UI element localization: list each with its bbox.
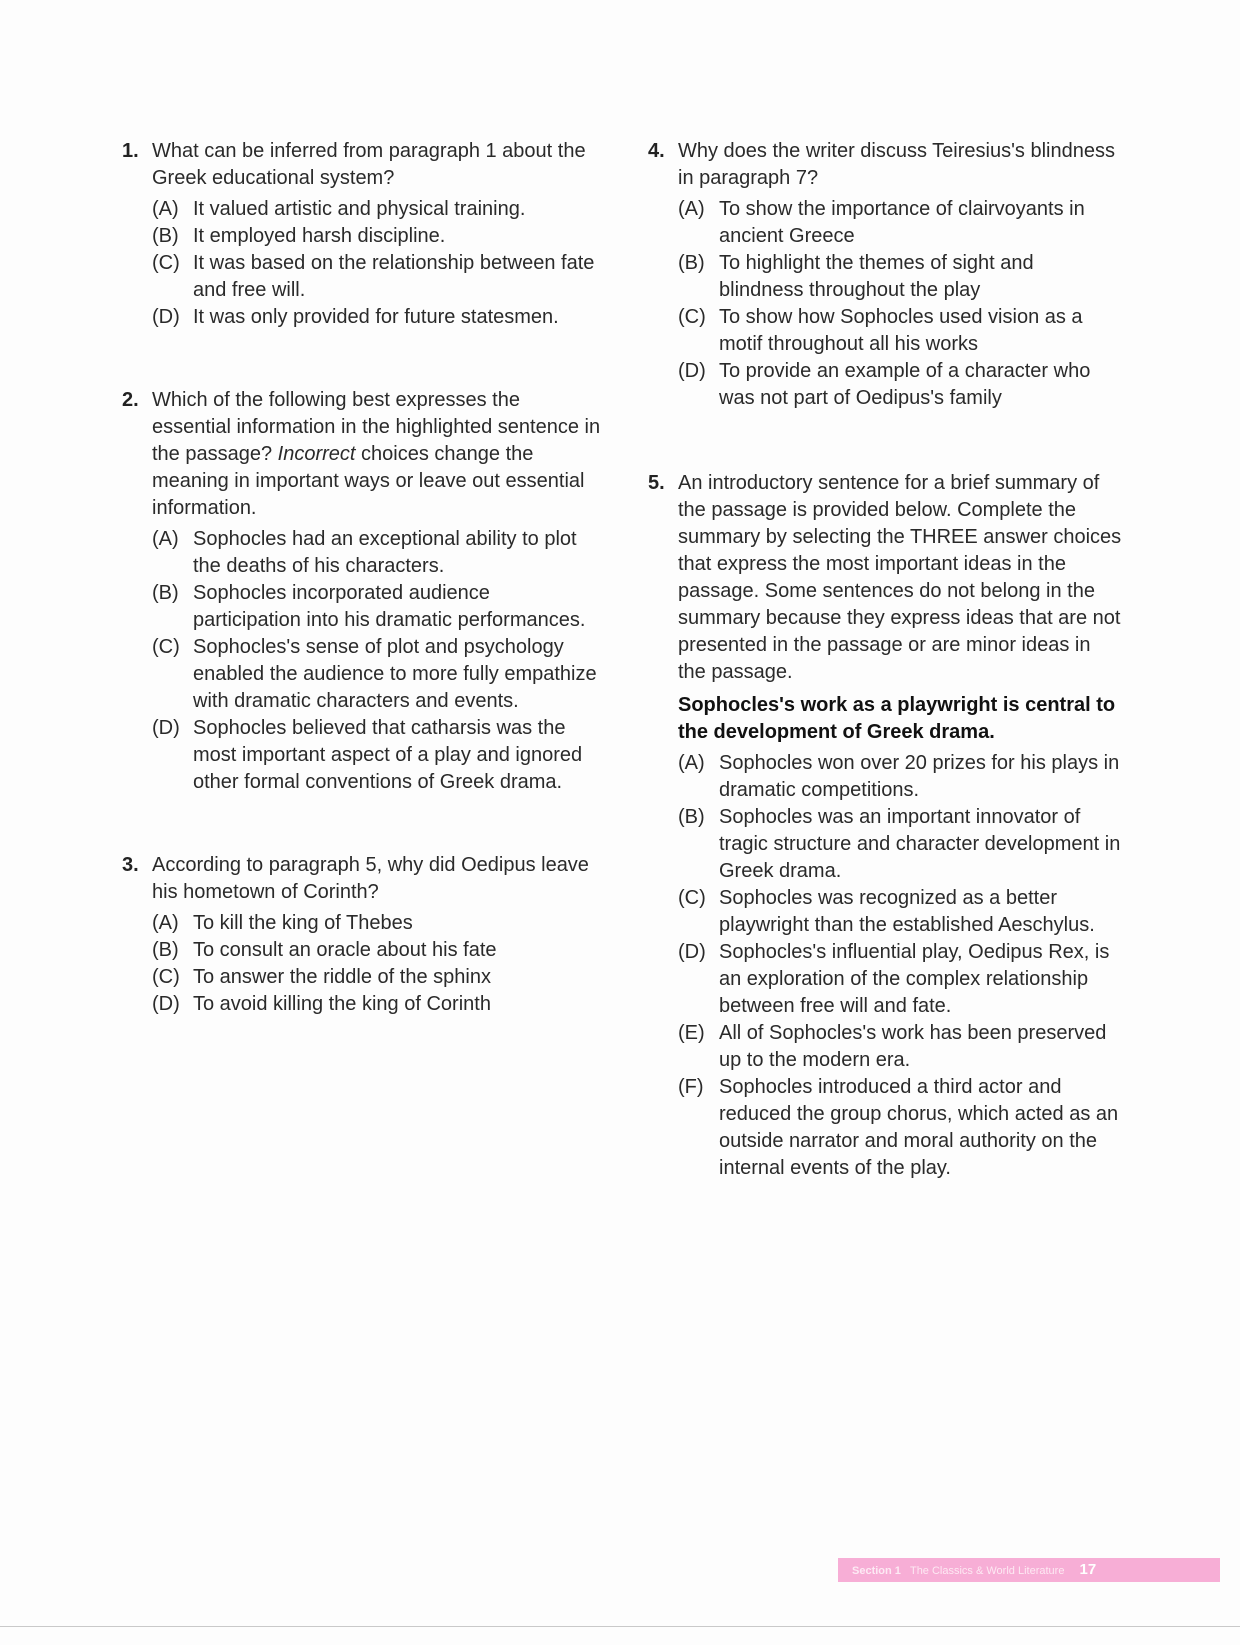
option-text: It valued artistic and physical training. xyxy=(193,198,526,220)
option-letter: (E) xyxy=(678,1022,705,1044)
option-text: To kill the king of Thebes xyxy=(193,912,413,934)
question-number: 1. xyxy=(122,140,139,162)
option-text: To avoid killing the king of Corinth xyxy=(193,993,491,1015)
question-2 xyxy=(122,387,602,796)
option-letter: (B) xyxy=(152,225,179,247)
question-number: 4. xyxy=(648,140,665,162)
question-number: 3. xyxy=(122,854,139,876)
right-column xyxy=(648,138,1123,1182)
option-text: It was based on the relationship between fate and free will. xyxy=(193,252,595,301)
option-letter: (A) xyxy=(678,752,705,774)
answer-option-c xyxy=(152,964,602,991)
answer-option-e xyxy=(678,1020,1123,1074)
answer-option-b xyxy=(678,250,1123,304)
option-text: Sophocles was recognized as a better playwright than the established Aeschylus. xyxy=(719,887,1095,936)
option-letter: (A) xyxy=(152,198,179,220)
answer-option-b xyxy=(152,937,602,964)
option-letter: (F) xyxy=(678,1076,704,1098)
option-text: To show how Sophocles used vision as a motif throughout all his works xyxy=(719,306,1083,355)
question-stem: According to paragraph 5, why did Oedipus leave his hometown of Corinth? xyxy=(152,854,589,903)
question-stem: Why does the writer discuss Teiresius's blindness in paragraph 7? xyxy=(678,140,1115,189)
option-text: All of Sophocles's work has been preserved up to the modern era. xyxy=(719,1022,1107,1071)
question-3 xyxy=(122,852,602,1018)
option-text: Sophocles was an important innovator of tragic structure and character development in Greek drama. xyxy=(719,806,1121,882)
option-letter: (C) xyxy=(152,966,180,988)
stem-text-start: Which of the following best expresses the essential information in the highlighted sentence in the passage? xyxy=(152,389,601,465)
option-letter: (D) xyxy=(152,993,180,1015)
question-1 xyxy=(122,138,602,331)
answer-option-c xyxy=(678,885,1123,939)
option-text: Sophocles introduced a third actor and reduced the group chorus, which acted as an outside narrator and moral authority on the internal events of the play. xyxy=(719,1076,1119,1179)
option-text: Sophocles incorporated audience participation into his dramatic performances. xyxy=(193,582,586,631)
left-column xyxy=(122,138,602,1018)
answer-option-c xyxy=(152,634,602,715)
option-letter: (C) xyxy=(152,252,180,274)
option-letter: (A) xyxy=(152,912,179,934)
answer-option-b xyxy=(678,804,1123,885)
answer-option-a xyxy=(152,196,602,223)
option-letter: (B) xyxy=(678,806,705,828)
answer-option-c xyxy=(678,304,1123,358)
option-text: Sophocles's influential play, Oedipus Rex, is an exploration of the complex relationship between free will and fate. xyxy=(719,941,1110,1017)
option-text: To show the importance of clairvoyants in ancient Greece xyxy=(719,198,1085,247)
answer-option-f xyxy=(678,1074,1123,1182)
answer-options xyxy=(678,750,1123,1182)
stem-italic-word: Incorrect xyxy=(277,443,356,465)
page-number: 17 xyxy=(1079,1561,1097,1578)
option-text: Sophocles won over 20 prizes for his plays in dramatic competitions. xyxy=(719,752,1120,801)
answer-option-d xyxy=(152,715,602,796)
option-letter: (C) xyxy=(678,306,706,328)
option-letter: (D) xyxy=(678,360,706,382)
question-stem: An introductory sentence for a brief summary of the passage is provided below. Complete the summary by selecting the THREE answer choices that express the most important ideas in the passage. Some sentences do not belong in the summary because they express ideas that are not presented in the passage or are minor ideas in the passage. xyxy=(678,472,1122,683)
footer-section-title: The Classics & World Literature xyxy=(909,1565,1065,1577)
option-letter: (A) xyxy=(152,528,179,550)
answer-option-b xyxy=(152,580,602,634)
option-letter: (B) xyxy=(152,939,179,961)
footer-section-label: Section 1 xyxy=(852,1565,901,1577)
bottom-divider xyxy=(0,1626,1240,1627)
option-text: To answer the riddle of the sphinx xyxy=(193,966,491,988)
option-letter: (C) xyxy=(678,887,706,909)
answer-options xyxy=(678,196,1123,412)
answer-option-d xyxy=(678,358,1123,412)
question-4 xyxy=(648,138,1123,412)
option-text: Sophocles had an exceptional ability to plot the deaths of his characters. xyxy=(193,528,577,577)
option-text: Sophocles's sense of plot and psychology enabled the audience to more fully empathize with dramatic characters and events. xyxy=(193,636,597,712)
option-letter: (B) xyxy=(152,582,179,604)
answer-options xyxy=(152,526,602,796)
answer-option-d xyxy=(152,304,602,331)
option-letter: (A) xyxy=(678,198,705,220)
answer-option-d xyxy=(152,991,602,1018)
option-text: To consult an oracle about his fate xyxy=(193,939,497,961)
option-letter: (D) xyxy=(678,941,706,963)
answer-option-a xyxy=(152,910,602,937)
question-number: 5. xyxy=(648,472,665,494)
option-text: To highlight the themes of sight and blindness throughout the play xyxy=(719,252,1034,301)
option-text: It was only provided for future statesmen. xyxy=(193,306,559,328)
answer-option-a xyxy=(678,750,1123,804)
question-stem: What can be inferred from paragraph 1 about the Greek educational system? xyxy=(152,140,586,189)
option-letter: (B) xyxy=(678,252,705,274)
option-letter: (D) xyxy=(152,717,180,739)
question-number: 2. xyxy=(122,389,139,411)
option-text: It employed harsh discipline. xyxy=(193,225,446,247)
answer-option-c xyxy=(152,250,602,304)
answer-option-a xyxy=(152,526,602,580)
option-text: To provide an example of a character who was not part of Oedipus's family xyxy=(719,360,1091,409)
answer-option-b xyxy=(152,223,602,250)
answer-option-d xyxy=(678,939,1123,1020)
option-letter: (C) xyxy=(152,636,180,658)
question-5 xyxy=(648,470,1123,1182)
answer-options xyxy=(152,196,602,331)
answer-options xyxy=(152,910,602,1018)
question-stem xyxy=(152,387,602,522)
page-footer-bar xyxy=(838,1558,1220,1582)
summary-intro-sentence: Sophocles's work as a playwright is central to the development of Greek drama. xyxy=(678,694,1116,743)
answer-option-a xyxy=(678,196,1123,250)
option-text: Sophocles believed that catharsis was the most important aspect of a play and ignored other formal conventions of Greek drama. xyxy=(193,717,583,793)
stem-text-end: choices change the meaning in important ways or leave out essential information. xyxy=(152,443,585,519)
option-letter: (D) xyxy=(152,306,180,328)
